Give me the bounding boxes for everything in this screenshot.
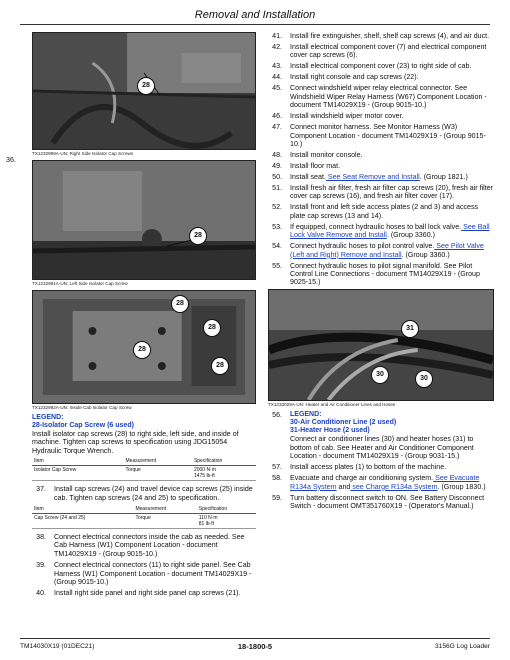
step-56 — [268, 411, 494, 460]
callout-30: 30 — [371, 366, 389, 384]
left-column — [6, 32, 256, 601]
step-number: 55. — [272, 261, 282, 270]
step-38 — [32, 533, 256, 558]
step-item — [268, 494, 494, 511]
callout-28: 28 — [137, 77, 155, 95]
photo-inside-cab-isolator — [32, 290, 256, 404]
page-footer — [20, 638, 490, 655]
step-list — [268, 463, 494, 510]
table-row — [32, 514, 256, 529]
cross-reference-link[interactable]: See Seat Remove and Install — [325, 173, 420, 182]
document-id: TM14030X19 (01DEC21) — [20, 643, 95, 650]
cross-reference-link[interactable]: See Evacuate R134a System — [290, 474, 480, 491]
step-number: 38. — [36, 533, 46, 542]
legend-title: LEGEND: — [32, 414, 64, 421]
step-item — [268, 184, 494, 201]
step-number: 36. — [6, 156, 16, 164]
callout-31: 31 — [401, 320, 419, 338]
step-text: Install floor mat. — [290, 162, 341, 171]
step-text: Install electrical component cover (23) to right side of cab. — [290, 62, 472, 71]
figure-caption: TX1233029A-UN: Heater and Air Conditioner Lines and Hoses — [268, 402, 396, 408]
callout-28: 28 — [211, 357, 229, 375]
step-number: 46. — [272, 112, 282, 121]
step-text: . (Group 1821.) — [419, 173, 468, 182]
table-cell: Torque — [133, 514, 196, 529]
step-text: Install access plates (1) to bottom of the machine. — [290, 463, 447, 472]
left-side-illustration — [33, 161, 255, 279]
step-item — [268, 32, 494, 40]
step-item — [268, 123, 494, 148]
legend-item: 31-Heater Hose (2 used) — [290, 427, 370, 435]
machine-model: 3156G Log Loader — [435, 643, 490, 650]
step-number: 47. — [272, 123, 282, 132]
step-text: Install fire extinguisher, shelf, shelf cap screws (4), and air duct. — [290, 32, 490, 40]
legend-title: LEGEND: — [290, 411, 322, 419]
step-text: Connect electrical connectors (11) to right side panel. See Cab Harness (W1) Component Location - document TM14029X19 - (Group 9015-10.) — [54, 561, 252, 587]
step-text: Connect hydraulic hoses to pilot signal manifold. See Pilot Control Line Connections - document TM14029X19 - (Group 9025-15.) — [290, 261, 480, 287]
step-40 — [32, 589, 256, 597]
step-number: 45. — [272, 84, 282, 93]
figure-caption: TX1232992A-UN: Inside Cab Isolator Cap Screw — [32, 405, 132, 410]
step-text: Install right side panel and right side panel cap screws (21). — [54, 589, 241, 598]
step-text: Evacuate and charge air conditioning system. — [290, 474, 434, 483]
table-header: Item — [32, 457, 124, 466]
page-number: 18-1800-5 — [237, 642, 273, 651]
step-text: and — [336, 482, 351, 491]
cross-reference-link[interactable]: see Charge R134a System — [350, 482, 438, 491]
step-number: 53. — [272, 222, 282, 231]
table-cell: 110 N·m 81 lb-ft — [197, 514, 256, 529]
step-item — [268, 474, 494, 491]
step-item — [268, 262, 494, 287]
callout-28: 28 — [203, 319, 221, 337]
table-cell: Torque — [124, 466, 192, 481]
table-header: Specification — [197, 505, 256, 514]
step-text: . (Group 1830.) — [437, 482, 486, 491]
step-number: 51. — [272, 184, 282, 193]
step-text: Install seat. — [290, 173, 326, 182]
step-item — [268, 242, 494, 259]
step-item — [268, 463, 494, 471]
step-text: Install electrical component cover (7) and electrical component cover cap screws (6). — [290, 43, 487, 60]
step-item — [268, 173, 494, 181]
step-number: 42. — [272, 43, 282, 51]
figure-caption: TX1232999A-UN: Right Side Isolator Cap Screws — [32, 151, 134, 156]
figure-caption: TX1232991A-UN: Left Side Isolator Cap Screw — [32, 281, 128, 286]
step-item — [268, 112, 494, 120]
cross-reference-link[interactable]: See Pilot Valve (Left and Right) Remove and Install — [290, 242, 484, 259]
step-number: 57. — [272, 463, 282, 472]
step-text: Connect hydraulic hoses to pilot control valve. — [290, 242, 435, 251]
legend-item: 28-Isolator Cap Screw (6 used) — [32, 422, 134, 429]
step-39 — [32, 561, 256, 586]
step-item — [268, 43, 494, 60]
step-number: 56. — [272, 411, 282, 420]
callout-30: 30 — [415, 370, 433, 388]
step-item — [268, 84, 494, 109]
table-cell: 2000 N·m 1475 lb-ft — [192, 466, 256, 481]
step-text: If equipped, connect hydraulic hoses to ball lock valve. — [290, 222, 462, 231]
step-item — [268, 151, 494, 159]
step-text: . (Group 3360.) — [401, 250, 450, 259]
step-text: Install monitor console. — [290, 151, 363, 160]
step-text: Install right console and cap screws (22). — [290, 73, 419, 82]
step-number: 43. — [272, 62, 282, 71]
step-number: 44. — [272, 73, 282, 82]
step-list — [268, 32, 494, 287]
photo-right-side-isolator — [32, 32, 256, 150]
step-item — [268, 203, 494, 220]
table-header: Measurement — [133, 505, 196, 514]
step-number: 58. — [272, 474, 282, 483]
right-column — [268, 32, 494, 513]
table-header: Item — [32, 505, 133, 514]
step-text: Install fresh air filter, fresh air filter cap screws (20), fresh air filter cover cap screws (16), and fresh air filter cover (17). — [290, 184, 494, 201]
page-header — [20, 8, 490, 25]
legend-item: 30-Air Conditioner Line (2 used) — [290, 419, 397, 427]
callout-28: 28 — [133, 341, 151, 359]
step-36-text: Install isolator cap screws (28) to right side, left side, and inside of machine. Tighten cap screws to specification using JDG15054 Hydraulic Torque Wrench. — [32, 430, 239, 455]
step-text: Connect electrical connectors inside the cab as needed. See Cab Harness (W1) Component Location - document TM14029X19 - (Group 9015-10.) — [54, 533, 245, 558]
step-item — [268, 223, 494, 240]
spec-table — [32, 457, 256, 481]
step-text: Install cap screws (24) and travel device cap screws (25) inside cab. Tighten cap screws (24 and 25) to specification. — [54, 485, 253, 502]
step-text: Connect air conditioner lines (30) and heater hoses (31) to bottom of cab. See Heater and Air Conditioner Component Location - document TM14029X19 - (Group 9031-15.) — [290, 435, 474, 461]
step-text: Install windshield wiper motor cover. — [290, 112, 404, 121]
table-cell: Cap Screw (24 and 25) — [32, 514, 133, 529]
step-text: Turn battery disconnect switch to ON. See Battery Disconnect Switch - document OMT351760X19 - (Operator's Manual.) — [290, 493, 485, 511]
section-title: Removal and Installation — [194, 9, 316, 21]
step-number: 52. — [272, 203, 282, 212]
step-number: 54. — [272, 242, 282, 251]
step-number: 50. — [272, 173, 282, 182]
step-item — [268, 162, 494, 170]
table-row — [32, 466, 256, 481]
callout-28: 28 — [189, 227, 207, 245]
hoses-illustration — [269, 290, 493, 400]
step-number: 49. — [272, 162, 282, 171]
step-number: 39. — [36, 561, 46, 570]
step-number: 40. — [36, 589, 46, 598]
spec-table — [32, 505, 256, 529]
step-text: Connect monitor harness. See Monitor Harness (W3) Component Location - document TM14029X19 - (Group 9015-10.) — [290, 123, 486, 149]
step-text: Install front and left side access plates (2 and 3) and access plate cap screws (13 and 14). — [290, 203, 479, 220]
photo-heater-ac-lines — [268, 289, 494, 401]
step-number: 37. — [36, 485, 46, 494]
step-number: 41. — [272, 32, 282, 40]
step-item — [268, 73, 494, 81]
step-number: 48. — [272, 151, 282, 160]
step-item — [268, 62, 494, 70]
table-cell: Isolator Cap Screw — [32, 466, 124, 481]
callout-28: 28 — [171, 295, 189, 313]
table-header: Specification — [192, 457, 256, 466]
step-text: . (Group 3360.) — [386, 231, 435, 240]
step-37 — [32, 485, 256, 502]
step-number: 59. — [272, 493, 282, 502]
cross-reference-link[interactable]: See Ball Lock Valve Remove and Install — [290, 222, 490, 240]
photo-left-side-isolator — [32, 160, 256, 280]
step-text: Connect windshield wiper relay electrical connector. See Windshield Wiper Relay Harness (W67) Component Location - document TM14029X19 - (Group 9015-10.) — [290, 84, 487, 110]
table-header: Measurement — [124, 457, 192, 466]
